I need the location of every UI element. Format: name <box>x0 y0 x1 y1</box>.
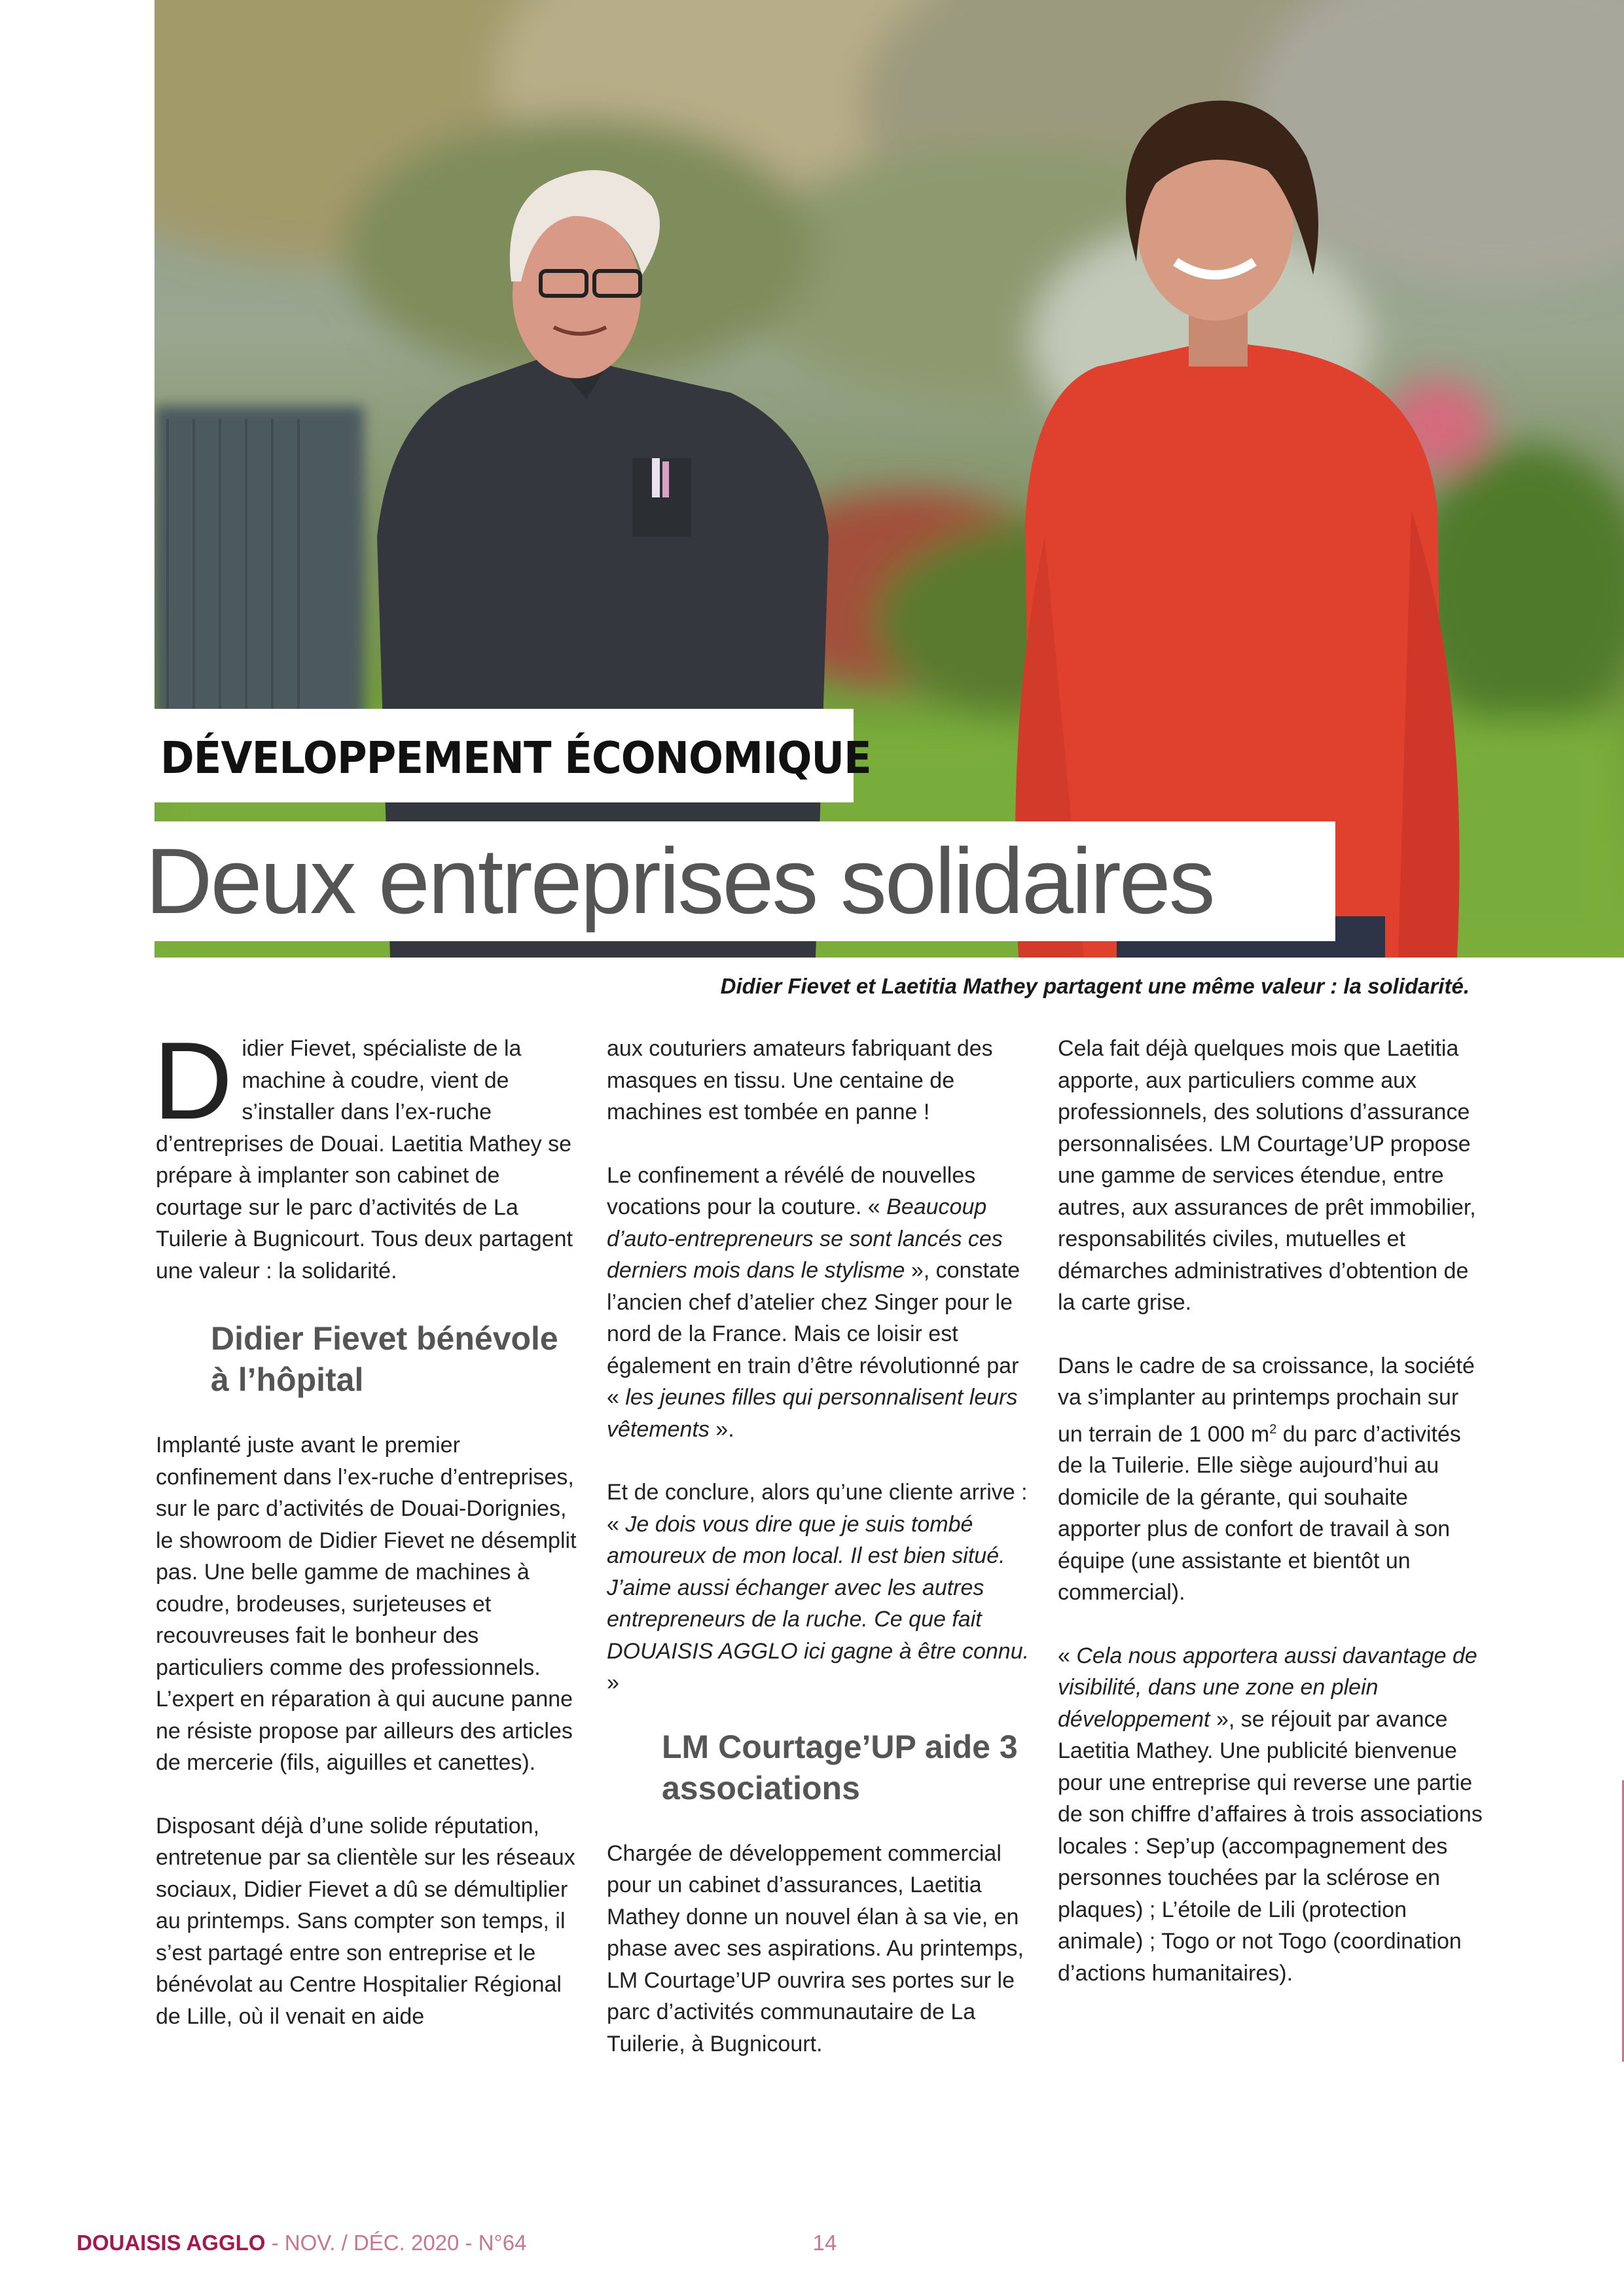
footer-issue: - NOV. / DÉC. 2020 - N°64 <box>265 2231 527 2255</box>
superscript: 2 <box>1269 1422 1277 1437</box>
paragraph <box>1058 1350 1483 1609</box>
intro-text: idier Fievet, spécialiste de la machine à coudre, vient de s’installer dans l’ex-ruche d’entreprises de Douai. Laetitia Mathey se prépare à implanter son cabinet de courtage sur le parc d’activités de La Tuilerie à Bugnicourt. Tous deux partagent une valeur : la solidarité. <box>156 1036 573 1283</box>
photo-caption: Didier Fievet et Laetitia Mathey partagent une même valeur : la solidarité. <box>720 974 1470 998</box>
footer <box>77 2229 526 2257</box>
text: « <box>1058 1643 1077 1668</box>
text: », se réjouit par avance Laetitia Mathey. Une publicité bienvenue pour une entreprise qui reverse une partie de son chiffre d’affaires à trois associations locales : Sep’up (accompagnement des personnes touchées par la sclérose en plaques) ; L’étoile de Lili (protection animale) ; Togo or not Togo (coordination d’actions humanitaires). <box>1058 1706 1483 1986</box>
quote: Beaucoup d’auto-entrepreneurs se sont lancés ces derniers mois dans le stylisme <box>607 1194 1003 1283</box>
dropcap: D <box>153 1019 233 1142</box>
column-2 <box>607 1033 1032 2060</box>
column-1 <box>153 1019 581 2032</box>
text: du parc d’activités de la Tuilerie. Elle siège aujourd’hui au domicile de la gérante, qui souhaite apporter plus de confort de travail à son équipe (une assistante et bientôt un commercial). <box>1058 1421 1461 1605</box>
article-title: Deux entreprises solidaires <box>145 829 1214 933</box>
photo-illustration <box>154 0 1624 958</box>
paragraph: Disposant déjà d’une solide réputation, entretenue par sa clientèle sur les réseaux sociaux, Didier Fievet a dû se démultiplier au printemps. Sans compter son temps, il s’est partagé entre son entreprise et le bénévolat au Centre Hospitalier Régional de Lille, où il venait en aide <box>156 1813 575 2029</box>
text: Le confinement a révélé de nouvelles vocations pour la couture. « <box>607 1162 976 1219</box>
text: Dans le cadre de sa croissance, la société va s’implanter au printemps prochain sur un terrain de 1 000 m <box>1058 1353 1475 1446</box>
cover-photo <box>154 0 1624 958</box>
intro-paragraph <box>153 1019 581 1287</box>
subhead-lm-courtage: LM Courtage’UP aide 3 associations <box>662 1728 1018 1806</box>
quote: Je dois vous dire que je suis tombé amoureux de mon local. Il est bien situé. J’aime aussi échanger avec les autres entrepreneurs de la ruche. Ce que fait DOUAISIS AGGLO ici gagne à être connu. <box>607 1511 1030 1664</box>
text: », constate l’ancien chef d’atelier chez Singer pour le nord de la France. Mais ce loisir est également en train d’être révolutionné par « <box>607 1258 1020 1410</box>
paragraph: Chargée de développement commercial pour un cabinet d’assurances, Laetitia Mathey donne un nouvel élan à sa vie, en phase avec ses aspirations. Au printemps, LM Courtage’UP ouvrira ses portes sur le parc d’activités communautaire de La Tuilerie, à Bugnicourt. <box>607 1840 1024 2056</box>
quote: les jeunes filles qui personnalisent leurs vêtements <box>607 1385 1018 1442</box>
text: Et de conclure, alors qu’une cliente arrive : « <box>607 1480 1028 1537</box>
footer-brand: DOUAISIS AGGLO <box>77 2231 266 2255</box>
subhead-didier: Didier Fievet bénévole à l’hôpital <box>211 1320 558 1398</box>
paragraph: Cela fait déjà quelques mois que Laetitia apporte, aux particuliers comme aux professionnels, des solutions d’assurance personnalisées. LM Courtage’UP propose une gamme de services étendue, entre autres, aux assurances de prêt immobilier, responsabilités civiles, mutuelles et démarches administratives d’obtention de la carte grise. <box>1058 1036 1476 1315</box>
paragraph <box>607 1477 1032 1699</box>
text: » <box>607 1670 619 1695</box>
paragraph: aux couturiers amateurs fabriquant des masques en tissu. Une centaine de machines est tombée en panne ! <box>607 1036 993 1124</box>
quote: Cela nous apportera aussi davantage de visibilité, dans une zone en plein développement <box>1058 1643 1477 1732</box>
text: ». <box>709 1416 734 1442</box>
section-label: DÉVELOPPEMENT ÉCONOMIQUE <box>160 732 871 783</box>
paragraph <box>607 1160 1032 1446</box>
page-number: 14 <box>812 2231 837 2255</box>
paragraph <box>1058 1640 1483 1990</box>
paragraph: Implanté juste avant le premier confinement dans l’ex-ruche d’entreprises, sur le parc d’activités de Douai-Dorignies, le showroom de Didier Fievet ne désemplit pas. Une belle gamme de machines à coudre, brodeuses, surjeteuses et recouvreuses fait le bonheur des particuliers comme des professionnels. L’expert en réparation à qui aucune panne ne résiste propose par ailleurs des articles de mercerie (fils, aiguilles et canettes). <box>156 1433 577 1775</box>
column-3 <box>1058 1033 1483 1989</box>
